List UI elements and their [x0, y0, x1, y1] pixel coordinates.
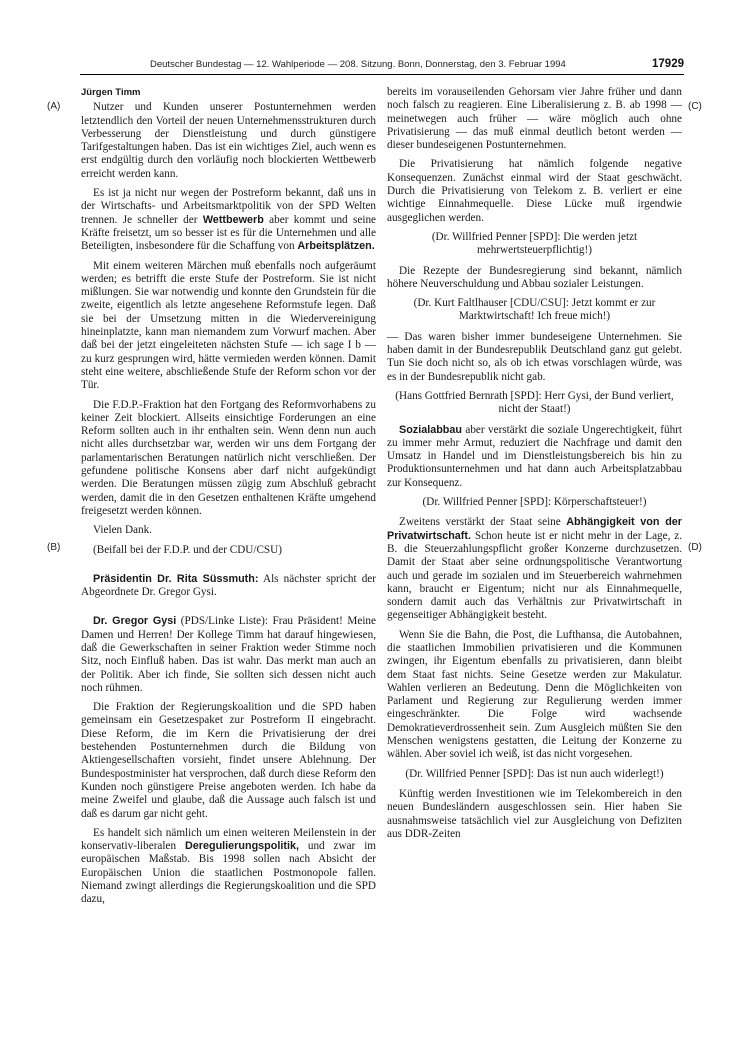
- text-run: Zweitens verstärkt der Staat seine: [399, 516, 567, 529]
- bold-term: Arbeitsplätzen.: [297, 240, 375, 253]
- text-run: Es handelt sich nämlich um einen weiteren Meilenstein in der konservativ-liberalen: [81, 826, 376, 853]
- margin-mark-c: (C): [688, 101, 702, 112]
- text-run: Es ist ja nicht nur wegen der Postreform bekannt, daß uns in der Wirtschafts- und Arbeitsmarktpolitik von der SPD Welten trennen. Je schneller der: [81, 187, 376, 226]
- speaker-paragraph: [81, 615, 376, 695]
- paragraph: Künftig werden Investitionen wie im Telekombereich in den neuen Bundesländern ausgeschlossen sein. Hier haben Sie ausnahmsweise tatsächlich viel zur Ausgleichung von Defiziten aus DDR-Zeiten: [387, 787, 682, 840]
- paragraph: Nutzer und Kunden unserer Postunternehmen werden letztendlich den Vorteil der neuen Unternehmensstrukturen durch Verbesserung der Dienstleistung und durch günstigere Tarifgestaltungen haben. Das ist ein wichtiges Ziel, auch wenn es erst endgültig durch den vorläufig noch blockierten Wettbewerb erreicht werden kann.: [81, 101, 376, 180]
- paragraph: Mit einem weiteren Märchen muß ebenfalls noch aufgeräumt werden; es betrifft die erste Stufe der Postreform. Sie ist nicht mißlungen. Sie war notwendig und konnte den Grundstein für die zweite, eigentlich als letzte angesehene Reformstufe legen. Daß sie bei der Umsetzung mitten in die Wiedervereinigung hineinplatzte, kann man niemandem zum Vorwurf machen. Aber daß bei der jetzt eingeleiteten nächsten Stufe — ich sage I b — zu kurz gesprungen wird, hätte vermieden werden können. Damit steht eine weitere, abschließende Stufe der Reform schon vor der Tür.: [81, 259, 376, 392]
- president-paragraph: [81, 573, 376, 600]
- paragraph: Die Privatisierung hat nämlich folgende negative Konsequenzen. Zunächst einmal wird der Staat geschwächt. Durch die Privatisierung von Telekom z. B. verliert er eine wichtige Einnahmequelle. Diese Lücke muß irgendwie ausgeglichen werden.: [387, 158, 682, 224]
- interjection: (Dr. Willfried Penner [SPD]: Die werden jetzt mehrwertsteuerpflichtig!): [431, 230, 638, 257]
- speaker-label: Jürgen Timm: [81, 87, 141, 98]
- margin-mark-b: (B): [47, 542, 61, 553]
- bold-term: Wettbewerb: [202, 213, 264, 226]
- bold-term: Abhängigkeit von der Privatwirtschaft.: [387, 516, 682, 542]
- paragraph: — Das waren bisher immer bundeseigene Unternehmen. Sie haben damit in der Bundesrepublik Deutschland ganz gut gelebt. Tun Sie doch nicht so, als ob ich etwas vorschlagen würde, was es in der Bundesrepublik nicht gab.: [387, 330, 682, 383]
- president-name: Präsidentin Dr. Rita Süssmuth:: [93, 572, 259, 585]
- interjection: (Dr. Kurt Faltlhauser [CDU/CSU]: Jetzt kommt er zur Marktwirtschaft! Ich freue mich!): [413, 297, 656, 323]
- paragraph: Die Rezepte der Bundesregierung sind bekannt, nämlich höhere Neuverschuldung und Abbau sozialer Leistungen.: [387, 264, 682, 290]
- running-head-text: Deutscher Bundestag — 12. Wahlperiode — 208. Sitzung. Bonn, Donnerstag, den 3. Februar 1994: [150, 59, 566, 70]
- left-column: [81, 86, 376, 913]
- paragraph: Vielen Dank.: [93, 524, 152, 537]
- margin-mark-a: (A): [47, 101, 61, 112]
- page-number: 17929: [652, 58, 684, 70]
- text-run: Schon heute ist er nicht mehr in der Lage, z. B. die Steuerzahlungspflicht großer Konzerne durchzusetzen. Damit der Staat aber seine ordnungspolitische Verantwortung auch und gerade im sozialen und im Steuerbereich wahrnehmen kann, braucht er Eigentum; nicht nur als Einnahmequelle, sondern damit auch das Verhältnis zur Privatwirtschaft in gegenseitiger Abhängigkeit besteht.: [387, 529, 682, 622]
- right-column: [387, 86, 682, 847]
- text-run: aber kommt und seine Kräfte freisetzt, um so besser ist es für die Unternehmen und alle Beteiligten, insbesondere für die Schaffung von: [81, 213, 377, 253]
- interjection: (Dr. Willfried Penner [SPD]: Das ist nun auch widerlegt!): [405, 767, 664, 780]
- paragraph: [81, 827, 376, 907]
- applause-note: (Beifall bei der F.D.P. und der CDU/CSU): [93, 543, 282, 556]
- bold-term: Deregulierungspolitik,: [184, 840, 299, 853]
- paragraph: Die Fraktion der Regierungskoalition und die SPD haben gemeinsam ein Gesetzespaket zur Postreform II eingebracht. Diese Reform, die im Kern die Privatisierung der drei bestehenden Postunternehmen durch die Bildung von Aktiengesellschaften vorsieht, findet unsere Ablehnung. Der Bundespostminister hat versprochen, daß durch diese Reform den Kunden noch günstigere Preise angeboten werden. Ich habe da meine Zweifel und glaube, daß die Aussage auch falsch ist und daß es darum gar nicht geht.: [81, 701, 376, 820]
- speaker-name: Dr. Gregor Gysi: [93, 615, 177, 628]
- text-run: und zwar im europäischen Maßstab. Bis 1998 sollen nach Absicht der Europäischen Union die staatlichen Postmonopole fallen. Niemand zwingt allerdings die Regierungskoalition und die SPD dazu,: [81, 840, 376, 906]
- interjection: (Hans Gottfried Bernrath [SPD]: Herr Gysi, der Bund verliert, nicht der Staat!): [395, 389, 674, 416]
- margin-mark-d: (D): [688, 542, 702, 553]
- paragraph: [387, 424, 682, 490]
- text-run: (PDS/Linke Liste): Frau Präsident! Meine Damen und Herren! Der Kollege Timm hat darauf hingewiesen, daß die Gewerkschaften in seiner Fraktion weder Stimme noch Sitz, noch Einfluß haben. Das ist wahr. Das merkt man auch an der Politik. Aber ich finde, Sie sollten sich dessen nicht auch noch rühmen.: [81, 615, 376, 694]
- running-header: [80, 58, 684, 75]
- paragraph: Wenn Sie die Bahn, die Post, die Lufthansa, die Autobahnen, die staatlichen Immobilien privatisieren und die Kommunen zwingen, ihr Eigentum ebenfalls zu privatisieren, dann bleibt dem Staat fast nichts. Seine Gesetze werden zur Makulatur. Wahlen verlieren an Bedeutung. Denn die Möglichkeiten von Parlament und Regierung zur Regulierung werden immer eingeschränkter. Die Folge wird wachsende Demokratieverdrossenheit sein. Zum Ausgleich müßten Sie den Menschen wenigstens gestatten, die Leitung der Konzerne zu wählen. Aber soviel ich weiß, ist das nicht vorgesehen.: [387, 628, 682, 761]
- interjection: (Dr. Willfried Penner [SPD]: Körperschaftsteuer!): [422, 496, 647, 509]
- paragraph: [81, 187, 376, 253]
- paragraph: Die F.D.P.-Fraktion hat den Fortgang des Reformvorhabens zu keiner Zeit blockiert. Allseits einsichtige Forderungen an eine Reform sollten auch in ihr enthalten sein. Wenn denn nun auch nicht alles durchsetzbar war, werden wir uns dem Fortgang der parlamentarischen Beratungen natürlich nicht verschließen. Der gefundene politische Konsens aber darf nicht aufgekündigt werden. Die Beratungen müssen zügig zum Abschluß gebracht werden, damit die in den Gesetzen enthaltenen Kräfte umgehend freigesetzt werden können.: [81, 398, 376, 517]
- paragraph: bereits im vorauseilenden Gehorsam vier Jahre früher und dann noch falsch zu reagieren. Eine Liberalisierung z. B. ab 1998 — meinetwegen auch früher — wäre möglich auch ohne Privatisierung — das muß einmal deutlich betont werden — dieser bundeseigenen Postunternehmen.: [387, 86, 682, 152]
- paragraph: [387, 516, 682, 622]
- bold-term: Sozialabbau: [399, 423, 462, 436]
- text-run: aber verstärkt die soziale Ungerechtigkeit, führt zu immer mehr Armut, reduziert die Nachfrage und damit den Umsatz in Handel und im Dienstleistungsbereich bis hin zu Produktionsunternehmen und hat dann auch Arbeitsplatzabbau zur Konsequenz.: [387, 423, 682, 489]
- text-run: Als nächster spricht der Abgeordnete Dr. Gregor Gysi.: [81, 572, 376, 599]
